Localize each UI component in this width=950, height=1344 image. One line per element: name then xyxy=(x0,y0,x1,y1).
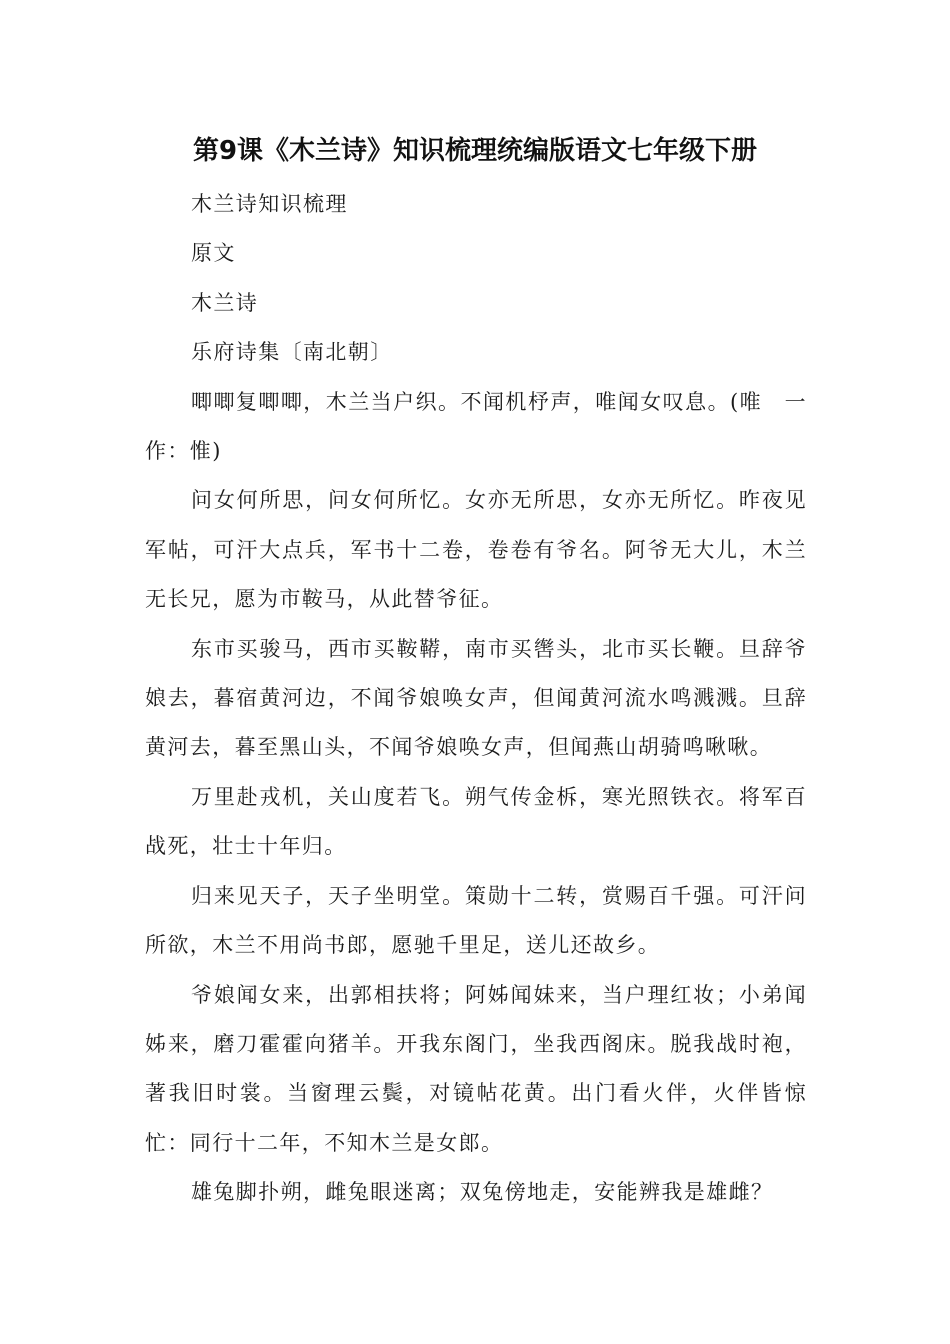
subheading: 原文 xyxy=(191,241,236,266)
poem-source: 乐府诗集〔南北朝〕 xyxy=(191,340,393,365)
paragraph: 万里赴戎机，关山度若飞。朔气传金柝，寒光照铁衣。将军百战死，壮士十年归。 xyxy=(145,784,807,859)
document-title: 第9课《木兰诗》知识梳理统编版语文七年级下册 xyxy=(192,136,758,166)
document-body xyxy=(145,180,807,1218)
paragraph: 雄兔脚扑朔，雌兔眼迷离；双兔傍地走，安能辨我是雄雌？ xyxy=(191,1180,774,1205)
paragraph: 归来见天子，天子坐明堂。策勋十二转，赏赐百千强。可汗问所欲，木兰不用尚书郎，愿驰千里足，送儿还故乡。 xyxy=(145,883,807,958)
paragraph: 爷娘闻女来，出郭相扶将；阿姊闻妹来，当户理红妆；小弟闻姊来，磨刀霍霍向猪羊。开我东阁门，坐我西阁床。脱我战时袍，著我旧时裳。当窗理云鬓，对镜帖花黄。出门看火伴，火伴皆惊忙：同行十二年，不知木兰是女郎。 xyxy=(145,982,807,1155)
paragraph: 东市买骏马，西市买鞍鞯，南市买辔头，北市买长鞭。旦辞爷娘去，暮宿黄河边，不闻爷娘唤女声，但闻黄河流水鸣溅溅。旦辞黄河去，暮至黑山头，不闻爷娘唤女声，但闻燕山胡骑鸣啾啾。 xyxy=(145,636,807,760)
section-heading: 木兰诗知识梳理 xyxy=(191,192,348,216)
poem-title: 木兰诗 xyxy=(191,290,259,315)
paragraph: 问女何所思，问女何所忆。女亦无所思，女亦无所忆。昨夜见军帖，可汗大点兵，军书十二卷，卷卷有爷名。阿爷无大儿，木兰无长兄，愿为市鞍马，从此替爷征。 xyxy=(145,488,807,612)
paragraph: 唧唧复唧唧，木兰当户织。不闻机杼声，唯闻女叹息。(唯 一作：惟) xyxy=(145,389,807,464)
